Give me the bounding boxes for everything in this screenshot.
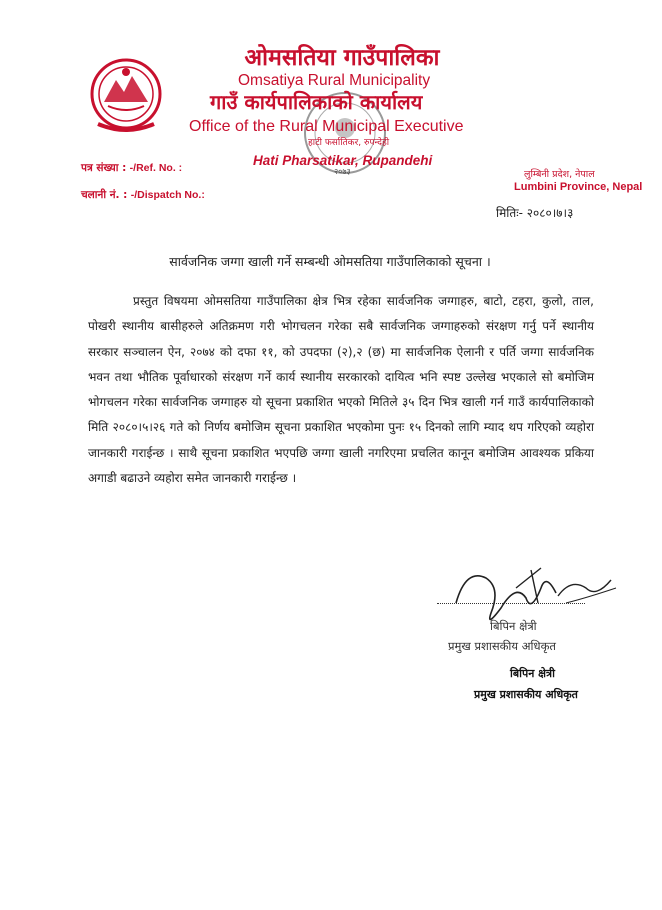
signature-line bbox=[437, 603, 585, 604]
seal-year: २०७३ bbox=[334, 167, 351, 176]
address-en: Hati Pharsatikar, Rupandehi bbox=[253, 153, 433, 168]
dispatch-number bbox=[81, 188, 205, 202]
province-en: Lumbini Province, Nepal bbox=[514, 181, 643, 193]
letter-subject: सार्वजनिक जग्गा खाली गर्ने सम्बन्धी ओमसतिया गाउँपालिकाको सूचना । bbox=[169, 254, 491, 269]
dispatch-label: चलानी नं. : bbox=[81, 189, 128, 201]
province-np: लुम्बिनी प्रदेश, नेपाल bbox=[524, 169, 595, 180]
municipality-logo-icon bbox=[88, 54, 164, 138]
dispatch-value: -/Dispatch No.: bbox=[130, 189, 205, 201]
stamp-name: बिपिन क्षेत्री bbox=[510, 667, 555, 680]
ref-value: -/Ref. No. : bbox=[129, 162, 183, 174]
municipality-name-np: ओमसतिया गाउँपालिका bbox=[244, 45, 440, 71]
letter-body: प्रस्तुत विषयमा ओमसतिया गाउँपालिका क्षेत्र भित्र रहेका सार्वजनिक जग्गाहरु, बाटो, टहरा, कुलो, ताल, पोखरी स्थानीय बासीहरुले अतिक्रमण गरी भोगचलन गरेका सबै सार्वजनिक जग्गाहरुको संरक्षण गर्नु पर्ने स्थानीय सरकार सञ्चालन ऐन, २०७४ को दफा ११, को उपदफा (२),२ (छ) मा सार्वजनिक ऐलानी र पर्ति जग्गा सार्वजनिक भवन तथा भौतिक पूर्वाधारको संरक्षण गर्ने कार्य स्थानीय सरकारको दायित्व भनि स्पष्ट उल्लेख भएकाले सो बमोजिम भोगचलन गरेका सार्वजनिक जग्गाहरु यो सूचना प्रकाशित भएको मितिले ३५ दिन भित्र खाली गर्न गाउँ कार्यपालिकाको मिति २०८०।५।२६ गते को निर्णय बमोजिम सूचना प्रकाशित भएकोमा पुनः १५ दिनको लागि म्याद थप गरिएको व्यहोरा जानकारी गराईन्छ । साथै सूचना प्रकाशित भएपछि जग्गा खाली नगरिएमा प्रचलित कानून बमोजिम आवश्यक प्रकिया अगाडी बढाउने व्यहोरा समेत जानकारी गराईन्छ । bbox=[88, 294, 594, 486]
ref-number bbox=[81, 161, 182, 175]
address-np: हाटी फर्सातिकर, रुपन्देही bbox=[308, 138, 390, 148]
office-name-np: गाउँ कार्यपालिकाको कार्यालय bbox=[210, 90, 423, 114]
municipality-name-en: Omsatiya Rural Municipality bbox=[238, 72, 431, 89]
signatory-title: प्रमुख प्रशासकीय अधिकृत bbox=[448, 639, 556, 653]
letter-date: मितिः- २०८०।७।३ bbox=[496, 206, 574, 220]
signatory-name: बिपिन क्षेत्री bbox=[490, 619, 537, 633]
ref-label: पत्र संख्या : bbox=[81, 162, 127, 174]
office-name-en: Office of the Rural Municipal Executive bbox=[189, 118, 464, 135]
stamp-title: प्रमुख प्रशासकीय अधिकृत bbox=[474, 688, 578, 701]
